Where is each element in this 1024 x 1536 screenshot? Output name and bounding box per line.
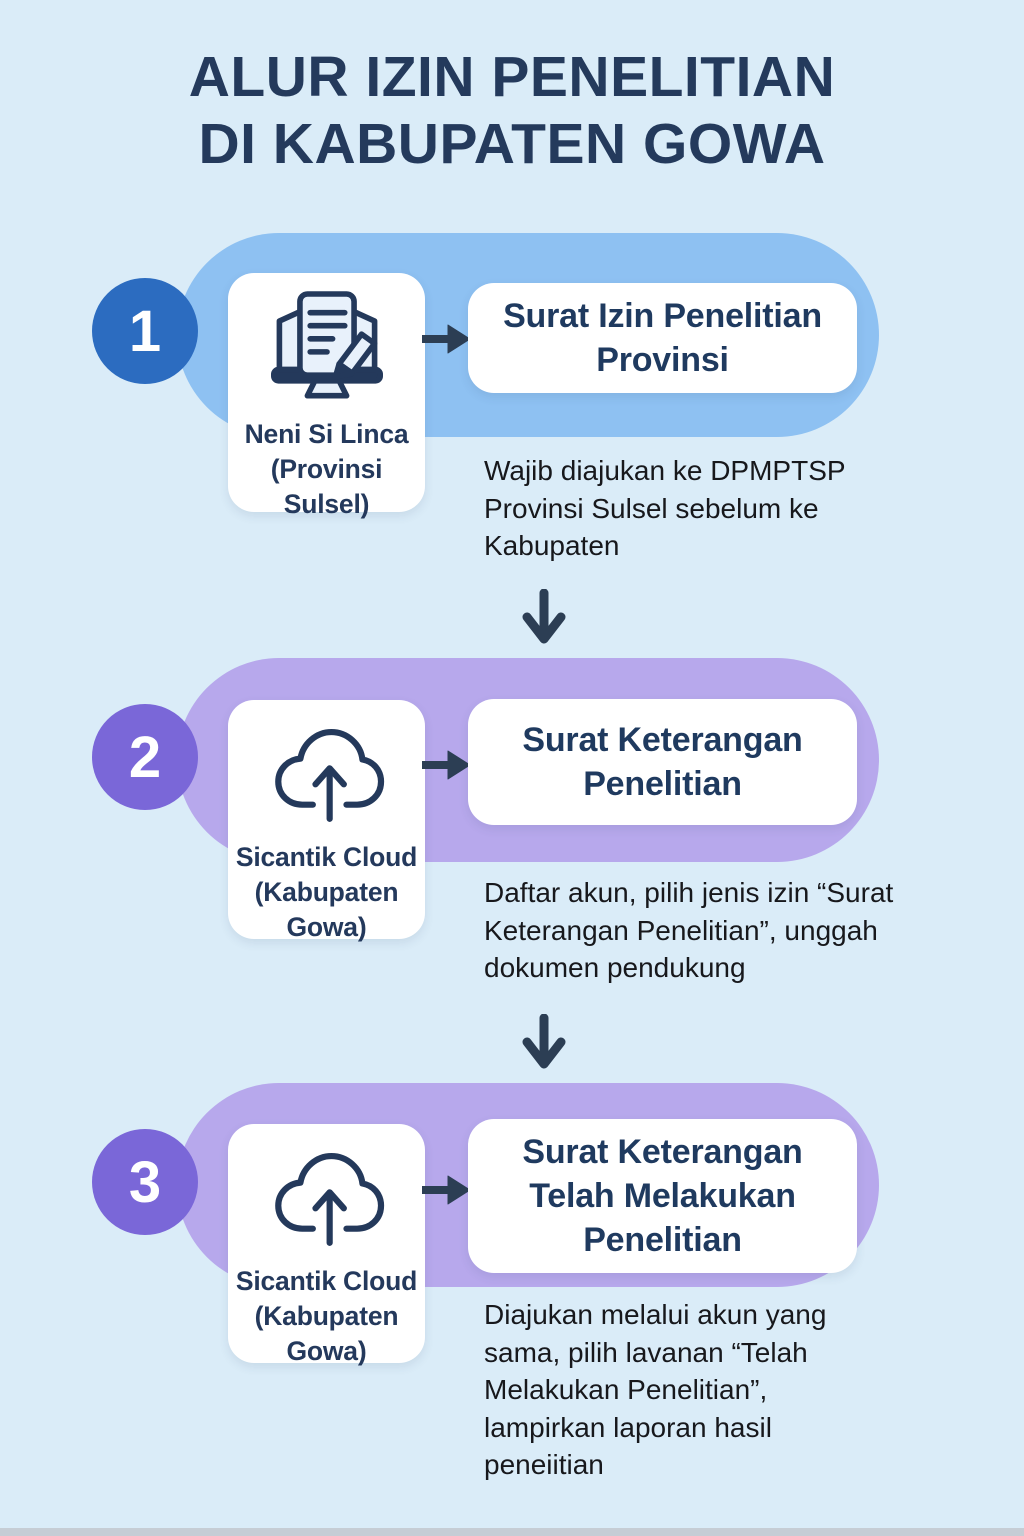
cloud-upload-icon <box>265 716 389 834</box>
step3-right-arrow-icon <box>420 1171 472 1209</box>
step1-right-arrow-icon <box>420 320 472 358</box>
cloud-upload-icon <box>265 1140 389 1258</box>
step2-result-box <box>468 699 857 825</box>
flow-down-arrow-icon-2 <box>522 1014 566 1074</box>
step2-source-label: Sicantik Cloud (Kabupaten Gowa) <box>235 842 418 942</box>
step1-description: Wajib diajukan ke DPMPTSP Provinsi Sulsel sebelum ke Kabupaten <box>484 455 846 562</box>
step3-number-badge <box>92 1129 198 1235</box>
step2-result-title: Surat Keterangan Penelitian <box>522 720 803 803</box>
step3-description: Diajukan melalui akun yang sama, pilih lavanan “Telah Melakukan Penelitian”, lampirkan laporan hasil peneiitian <box>484 1299 827 1481</box>
step1-number: 1 <box>128 298 162 364</box>
bottom-edge-strip <box>0 1528 1024 1536</box>
step3-result-box <box>468 1119 857 1273</box>
step1-number-badge <box>92 278 198 384</box>
step1-result-box <box>468 283 857 393</box>
page-title-line1: ALUR IZIN PENELITIAN <box>188 45 836 109</box>
step1-result-title: Surat Izin Penelitian Provinsi <box>503 296 822 379</box>
step2-description: Daftar akun, pilih jenis izin “Surat Keterangan Penelitian”, unggah dokumen pendukung <box>484 877 894 984</box>
step3-source-card <box>228 1124 425 1366</box>
step3-result-title: Surat Keterangan Telah Melakukan Penelitian <box>522 1132 803 1260</box>
flow-down-arrow-icon-1 <box>522 589 566 649</box>
step3-source-label: Sicantik Cloud (Kabupaten Gowa) <box>235 1266 418 1366</box>
step2-number: 2 <box>128 724 162 790</box>
page-title-line2: DI KABUPATEN GOWA <box>198 112 826 177</box>
step2-number-badge <box>92 704 198 810</box>
step2-source-card <box>228 700 425 942</box>
page-title <box>0 44 1024 179</box>
step2-right-arrow-icon <box>420 746 472 784</box>
document-monitor-icon <box>257 289 397 411</box>
step1-source-label: Neni Si Linca (Provinsi Sulsel) <box>244 419 409 519</box>
step3-number: 3 <box>128 1149 162 1215</box>
step1-source-card <box>228 273 425 519</box>
